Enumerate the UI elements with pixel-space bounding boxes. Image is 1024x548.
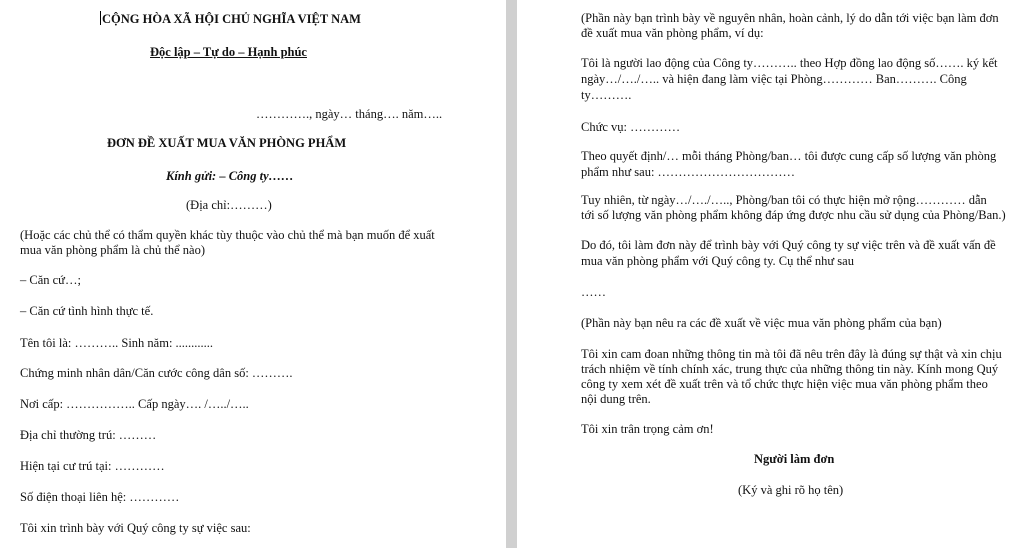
current-residence-line: Hiện tại cư trú tại: ………… <box>20 459 165 473</box>
issue-place-line: Nơi cấp: …………….. Cấp ngày…. /…../….. <box>20 397 249 411</box>
para1-line-2: đề xuất mua văn phòng phẩm, ví dụ: <box>581 26 764 40</box>
page-gap <box>506 0 517 548</box>
recipient-line: Kính gửi: – Công ty…… <box>166 169 294 183</box>
national-header <box>100 11 361 27</box>
statement-intro: Tôi xin trình bày với Quý công ty sự việc sau: <box>20 521 251 535</box>
para4-line-1: Tuy nhiên, từ ngày…/…./….., Phòng/ban tôi có thực hiện mở rộng………… dẫn <box>581 193 987 207</box>
name-line: Tên tôi là: ……….. Sinh năm: ............ <box>20 336 214 350</box>
phone-line: Số điện thoại liên hệ: ………… <box>20 490 180 504</box>
text-cursor <box>100 11 101 25</box>
para3-line-2: phẩm như sau: …………………………… <box>581 165 796 179</box>
position-line: Chức vụ: ………… <box>581 120 681 134</box>
document-page-right <box>517 0 1024 548</box>
recipient-address: (Địa chỉ:………) <box>186 198 272 212</box>
para7-line-2: trách nhiệm về tính chính xác, trung thực của những thông tin này. Kính mong Quý <box>581 362 999 376</box>
signature-note: (Ký và ghi rõ họ tên) <box>738 483 844 497</box>
document-page-left <box>0 0 506 548</box>
para7-line-3: công ty xem xét đề xuất trên và tổ chức thực hiện việc mua văn phòng phẩm theo <box>581 377 988 391</box>
applicant-label: Người làm đơn <box>754 452 835 466</box>
para2-line-3: ty………. <box>581 88 632 102</box>
thanks-line: Tôi xin trân trọng cảm ơn! <box>581 422 714 436</box>
para2-line-1: Tôi là người lao động của Công ty……….. theo Hợp đồng lao động số……. ký kết <box>581 56 998 70</box>
para2-line-2: ngày…/…./….. và hiện đang làm việc tại Phòng………… Ban………. Công <box>581 72 967 86</box>
para7-line-4: nội dung trên. <box>581 392 651 406</box>
ellipsis-line: …… <box>581 285 606 299</box>
situation-basis: – Căn cứ tình hình thực tế. <box>20 304 154 318</box>
note-line-1: (Hoặc các chủ thể có thẩm quyền khác tùy thuộc vào chủ thể mà bạn muốn để xuất <box>20 228 435 242</box>
date-line: …………., ngày… tháng…. năm….. <box>256 107 443 121</box>
proposal-note: (Phần này bạn nêu ra các đề xuất về việc mua văn phòng phẩm của bạn) <box>581 316 942 330</box>
id-number-line: Chứng minh nhân dân/Căn cước công dân số: ………. <box>20 366 293 380</box>
legal-basis: – Căn cứ…; <box>20 273 81 287</box>
document-title: ĐƠN ĐỀ XUẤT MUA VĂN PHÒNG PHẨM <box>107 136 347 150</box>
permanent-address-line: Địa chỉ thường trú: ……… <box>20 428 157 442</box>
para1-line-1: (Phần này bạn trình bày về nguyên nhân, hoàn cảnh, lý do dẫn tới việc bạn làm đơn <box>581 11 999 25</box>
para4-line-2: tới số lượng văn phòng phẩm không đáp ứng được nhu cầu sử dụng của Phòng/Ban.) <box>581 208 1006 222</box>
para7-line-1: Tôi xin cam đoan những thông tin mà tôi đã nêu trên đây là đúng sự thật và xin chịu <box>581 347 1002 361</box>
national-header-text: CỘNG HÒA XÃ HỘI CHỦ NGHĨA VIỆT NAM <box>102 12 361 26</box>
para3-line-1: Theo quyết định/… mỗi tháng Phòng/ban… tôi được cung cấp số lượng văn phòng <box>581 149 997 163</box>
para5-line-2: mua văn phòng phẩm với Quý công ty. Cụ thể như sau <box>581 254 854 268</box>
note-line-2: mua văn phòng phẩm là chủ thể nào) <box>20 243 206 257</box>
motto: Độc lập – Tự do – Hạnh phúc <box>150 45 307 59</box>
para5-line-1: Do đó, tôi làm đơn này để trình bày với Quý công ty sự việc trên và đề xuất vấn đề <box>581 238 996 252</box>
